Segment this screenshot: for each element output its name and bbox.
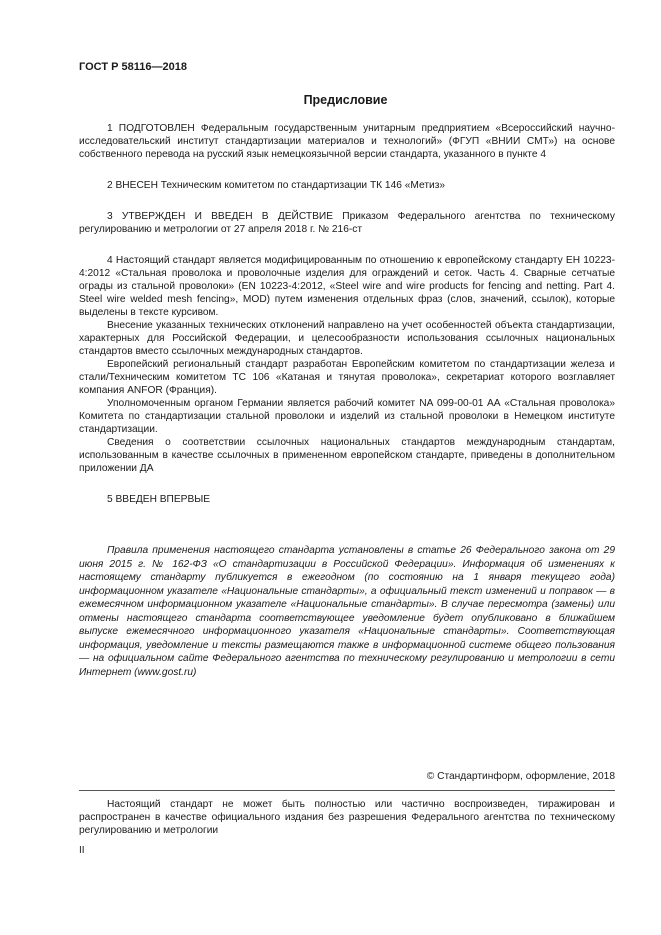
document-id: ГОСТ Р 58116—2018 [79,61,187,73]
reproduction-text: Настоящий стандарт не может быть полностью или частично воспроизведен, тиражирован и распространен в качестве официального издания без разрешения Федерального агентства по техническому регулированию и метрологии [79,799,615,836]
paragraph-4d: Сведения о соответствии ссылочных национальных стандартов международным стандартам, использованным в качестве ссылочных в примененном европейском стандарте, приведены в дополнительном приложении ДА [79,437,615,474]
paragraph-4c: Уполномоченным органом Германии является рабочий комитет NA 099-00-01 AA «Стальная проволока» Комитета по стандартизации стальной проволоки и изделий из стальной проволоки в Немецком институте стандартизации. [79,398,615,435]
reproduction-notice [79,798,615,837]
paragraph-4a: Внесение указанных технических отклонений направлено на учет особенностей объекта стандартизации, характерных для Российской Федерации, и целесообразности использования ссылочных национальных стандартов вместо ссылочных международных стандартов. [79,320,615,357]
page-title: Предисловие [303,93,388,107]
notice-text: Правила применения настоящего стандарта установлены в статье 26 Федерального закона от 29 июня 2015 г. № 162-ФЗ «О стандартизации в Российской Федерации». Информация об изменениях к настоящему стандарту публикуется в ежегодном (по состоянию на 1 января текущего года) информационном указателе «Национальные стандарты», а официальный текст изменений и поправок — в ежемесячном информационном указателе «Национальные стандарты». В случае пересмотра (замены) или отмены настоящего стандарта соответствующее уведомление будет опубликовано в ближайшем выпуске ежемесячного информационного указателя «Национальные стандарты». Соответствующая информация, уведомление и тексты размещаются также в информационной системе общего пользования — на официальном сайте Федерального агентства по техническому регулированию и метрологии в сети Интернет (www.gost.ru) [79,545,615,678]
paragraph-5: 5 ВВЕДЕН ВПЕРВЫЕ [107,494,211,505]
paragraph-4b: Европейский региональный стандарт разработан Европейским комитетом по стандартизации железа и стали/Техническим комитетом ТС 106 «Катаная и тянутая проволока», секретариат которого возглавляет компания ANFOR (Франция). [79,359,615,396]
paragraph-2: 2 ВНЕСЕН Техническим комитетом по стандартизации ТК 146 «Метиз» [107,180,446,191]
standard-usage-notice [79,544,615,679]
copyright-line: © Стандартинформ, оформление, 2018 [426,771,615,782]
paragraph-4: 4 Настоящий стандарт является модифицированным по отношению к европейскому стандарту ЕН 10223-4:2012 «Стальная проволока и проволочные изделия для ограждений и сеток. Часть 4. Сварные сетчатые ограды из стальной проволоки» (EN 10223-4:2012, «Steel wire and wire products for fencing and netting. Part 4. Steel wire welded mesh fencing», MOD) путем изменения отдельных фраз (слов, значений, ссылок), которые выделены в тексте курсивом. [79,255,615,318]
page-number: II [79,845,85,856]
paragraph-1: 1 ПОДГОТОВЛЕН Федеральным государственным унитарным предприятием «Всероссийский научно-исследовательский институт стандартизации материалов и технологий» (ФГУП «ВНИИ СМТ») на основе собственного перевода на русский язык немецкоязычной версии стандарта, указанного в пункте 4 [79,123,615,160]
paragraph-3: 3 УТВЕРЖДЕН И ВВЕДЕН В ДЕЙСТВИЕ Приказом Федерального агентства по техническому регулированию и метрологии от 27 апреля 2018 г. № 216-ст [79,211,615,235]
footer-divider [79,790,615,791]
foreword-body [79,122,615,506]
